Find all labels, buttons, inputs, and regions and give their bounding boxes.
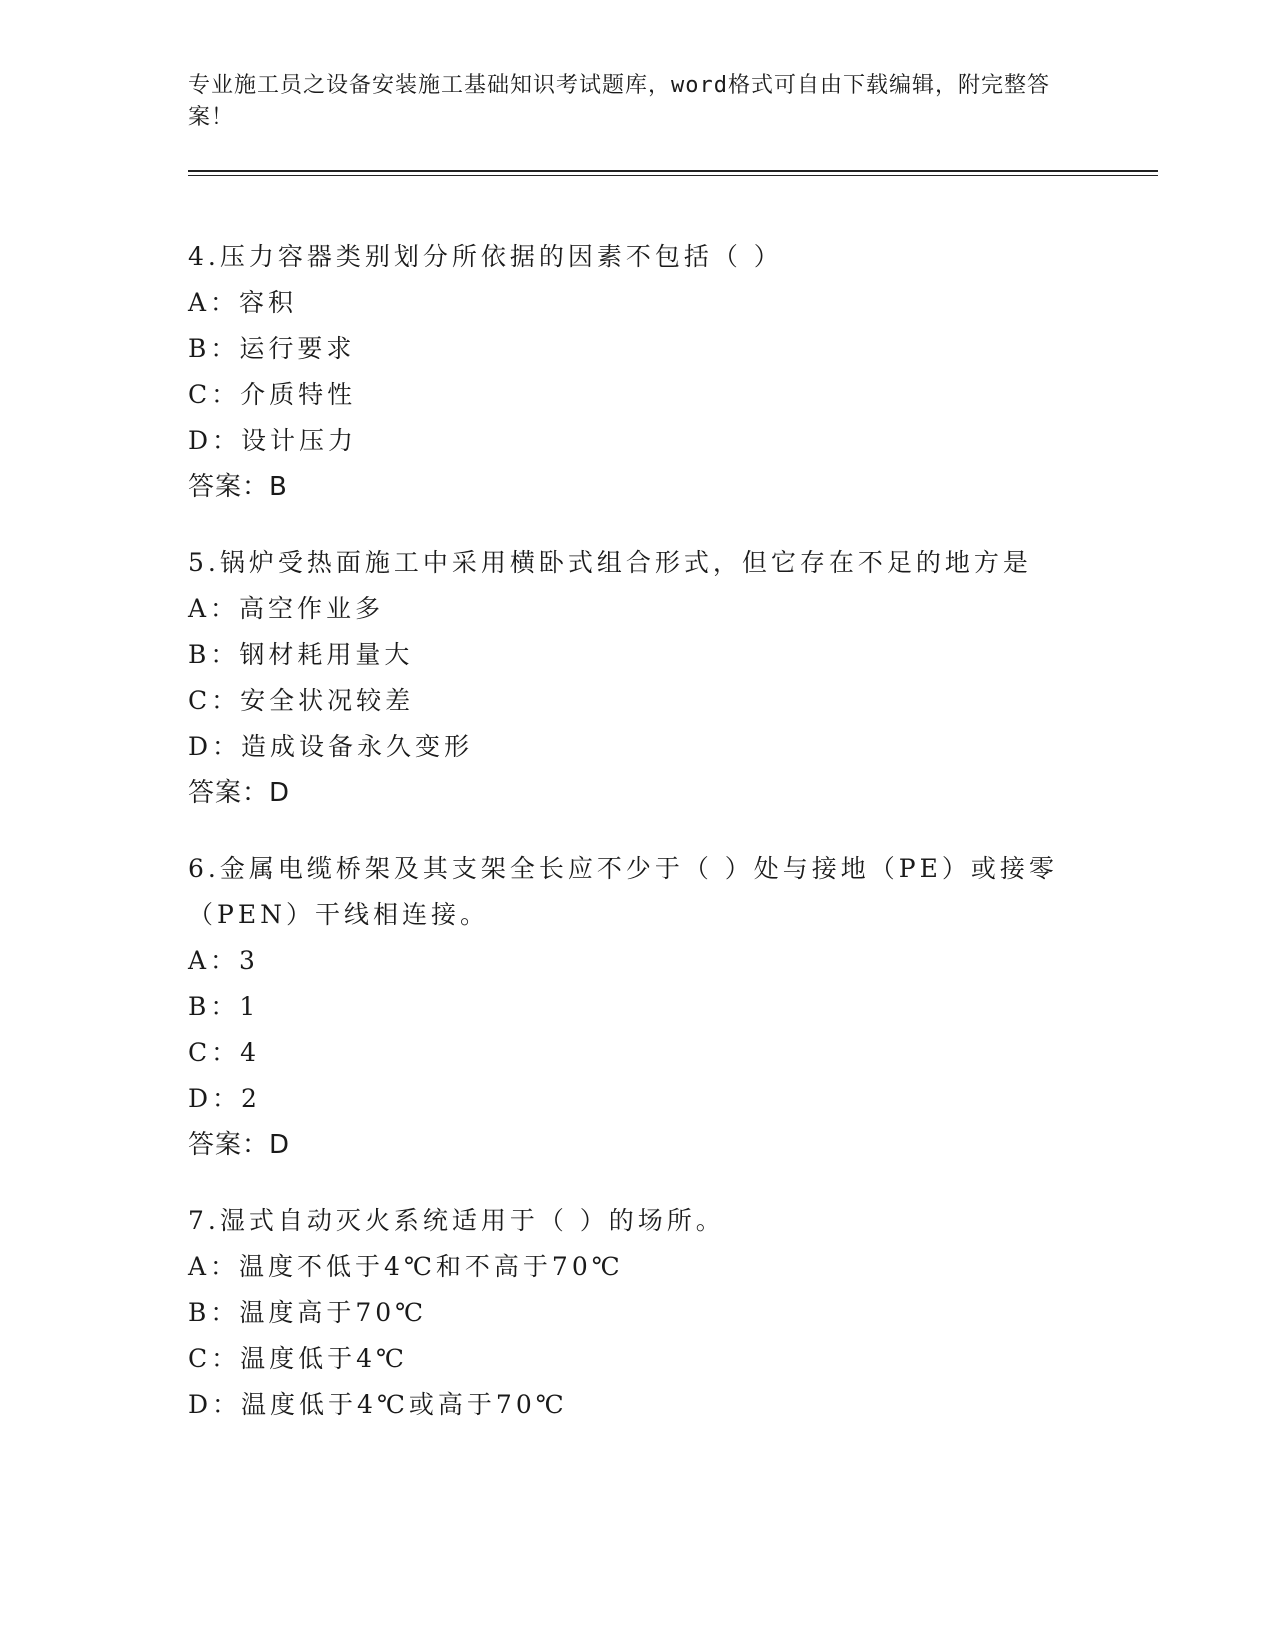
question-option: A：容积 [188,288,298,317]
question-item [188,846,1158,1168]
question-answer: 答案：D [188,1130,291,1160]
question-option: B：温度高于70℃ [188,1298,428,1327]
question-item [188,540,1158,816]
question-option: D：设计压力 [188,426,358,455]
question-item [188,1198,1158,1428]
question-option: A：温度不低于4℃和不高于70℃ [188,1252,624,1281]
question-stem: 5.锅炉受热面施工中采用横卧式组合形式，但它存在不足的地方是 [188,548,1032,577]
question-option: C：4 [188,1038,261,1067]
question-list [188,234,1158,1428]
question-stem: 4.压力容器类别划分所依据的因素不包括（ ） [188,242,783,271]
question-item [188,234,1158,510]
question-stem: 7.湿式自动灭火系统适用于（ ）的场所。 [188,1206,725,1235]
question-answer: 答案：B [188,472,288,502]
question-option: C：温度低于4℃ [188,1344,409,1373]
header-divider [188,170,1158,172]
question-stem: 6.金属电缆桥架及其支架全长应不少于（ ）处与接地（PE）或接零（PEN）干线相连接。 [188,854,1058,929]
question-option: B：1 [188,992,260,1021]
document-header: 专业施工员之设备安装施工基础知识考试题库，word格式可自由下载编辑，附完整答案！ [188,73,1050,130]
question-option: D：造成设备永久变形 [188,732,474,761]
question-option: A：高空作业多 [188,594,385,623]
question-option: C：安全状况较差 [188,686,415,715]
question-option: B：钢材耗用量大 [188,640,414,669]
question-option: C：介质特性 [188,380,357,409]
question-option: A：3 [188,946,259,975]
header-divider-thin [188,175,1158,176]
question-option: B：运行要求 [188,334,356,363]
question-option: D：温度低于4℃或高于70℃ [188,1390,568,1419]
question-option: D：2 [188,1084,261,1113]
document-page [188,70,1158,1458]
question-answer: 答案：D [188,778,291,808]
